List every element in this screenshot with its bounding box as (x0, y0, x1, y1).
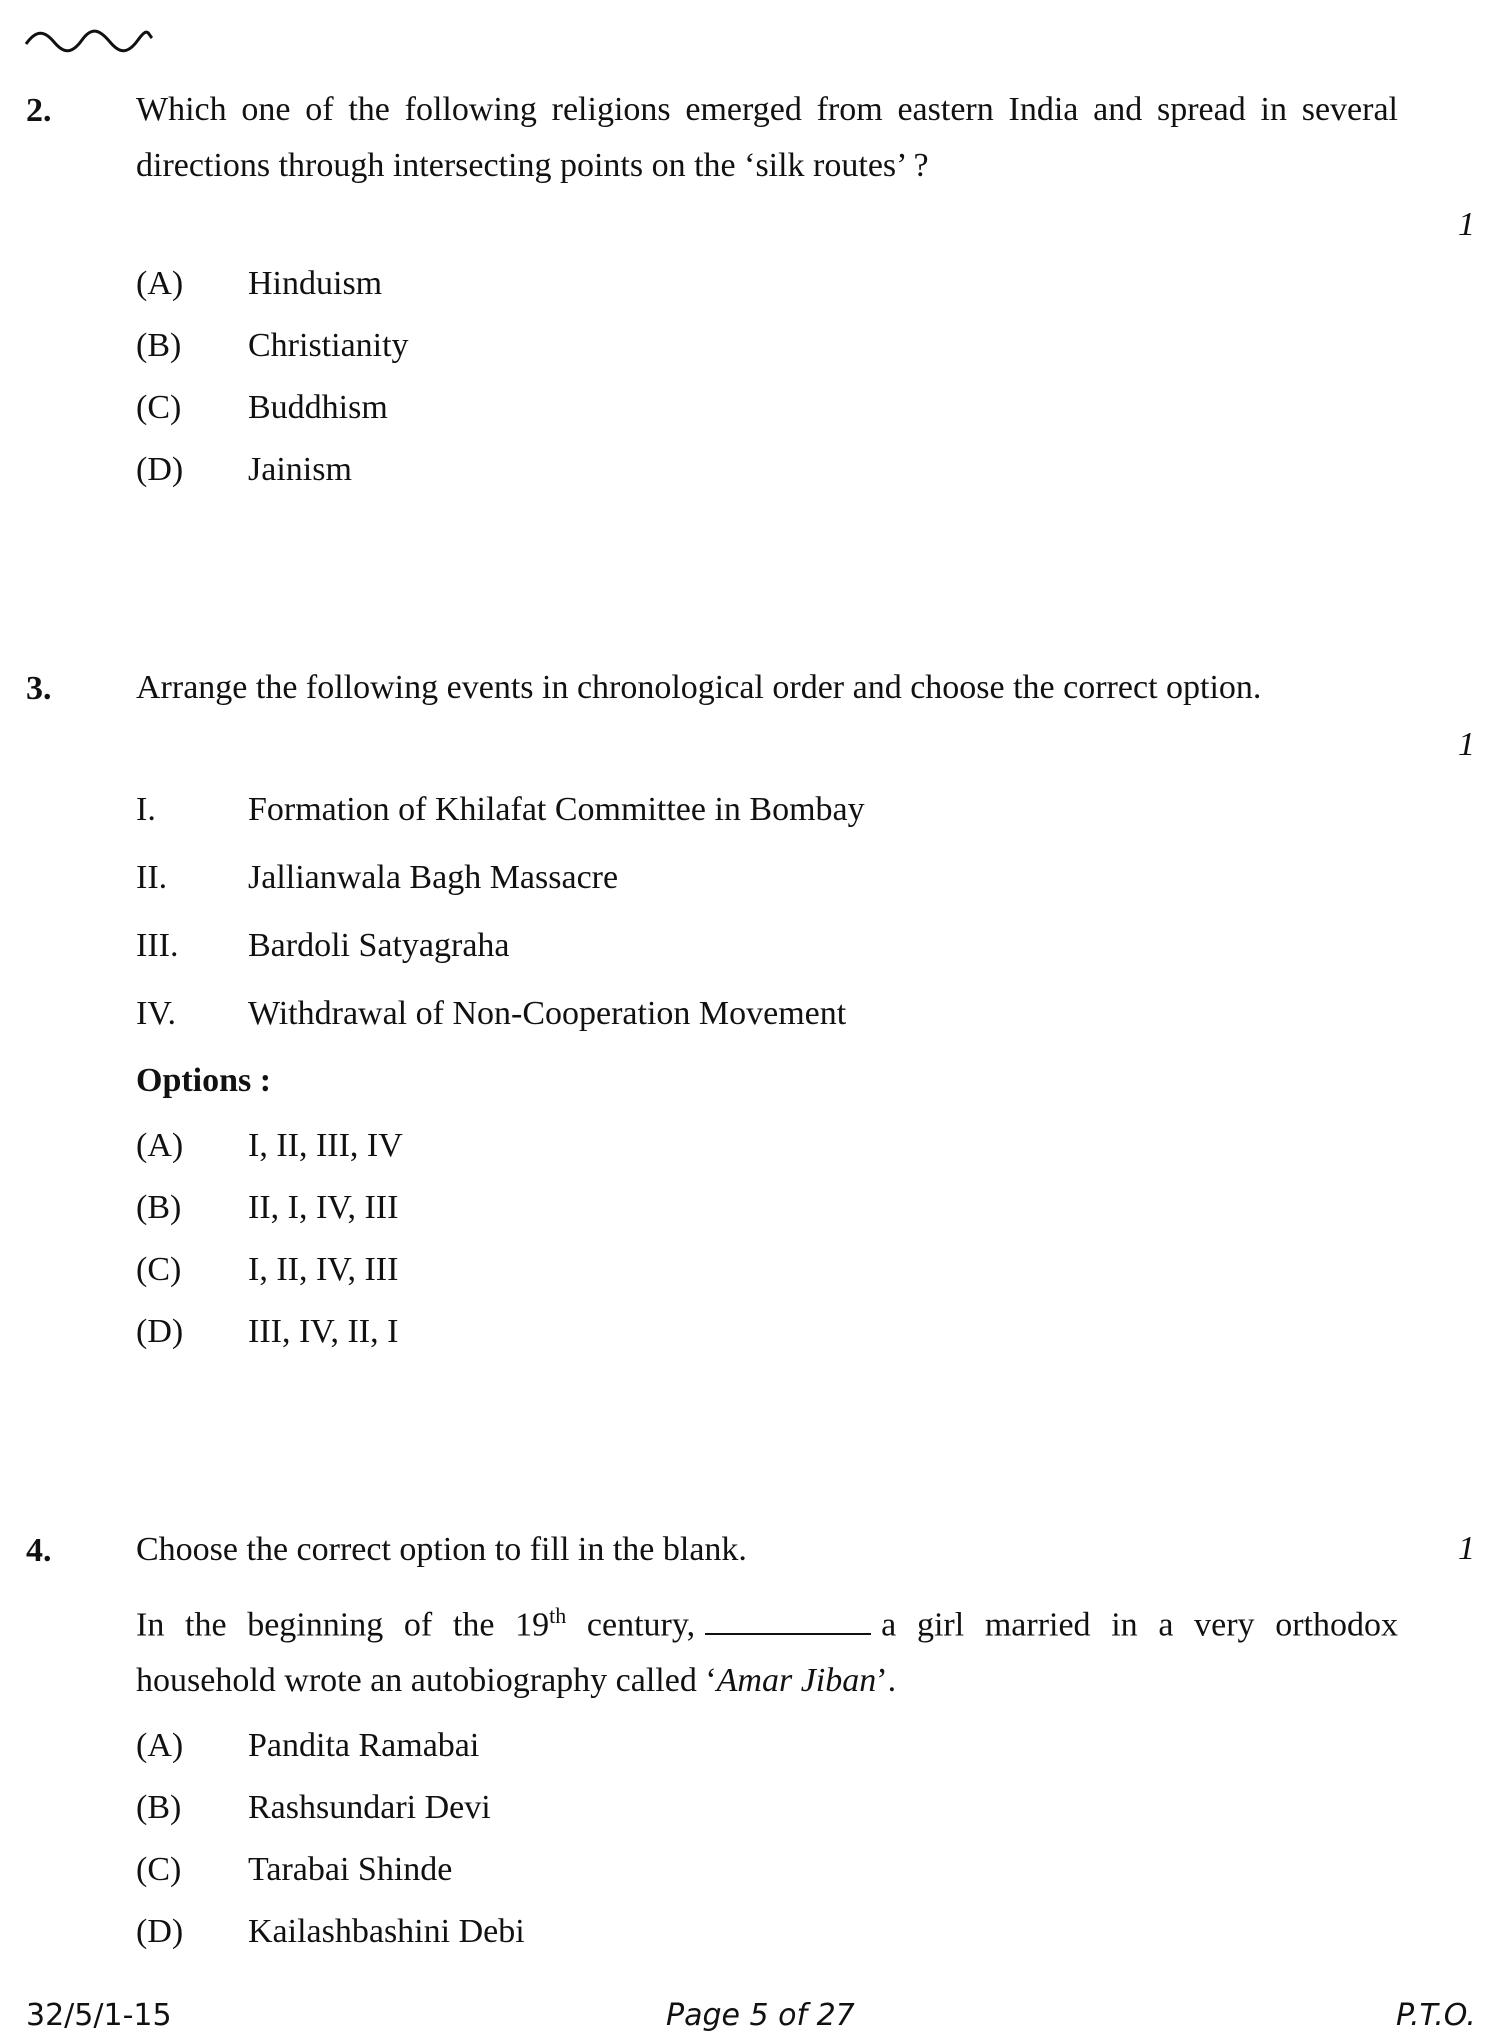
option-label: (A) (136, 1727, 184, 1764)
event-1 (136, 790, 865, 830)
option-c (136, 1250, 398, 1290)
option-a (136, 1726, 479, 1766)
question-text: Arrange the following events in chronological order and choose the correct option. (136, 669, 1262, 706)
option-text: Buddhism (248, 389, 388, 426)
event-4 (136, 994, 846, 1034)
option-text: Pandita Ramabai (248, 1727, 480, 1764)
book-title: Amar Jiban (716, 1662, 877, 1700)
option-a (136, 264, 382, 304)
option-c (136, 388, 388, 428)
question-text: Which one of the following religions emerged from eastern India and spread in several directions through intersecting points on the ‘silk routes’ ? (136, 91, 1398, 184)
option-label: (C) (136, 1851, 182, 1888)
option-label: (A) (136, 1127, 184, 1164)
sentence-part: century, (566, 1606, 696, 1644)
option-d (136, 1312, 398, 1352)
marks: 1 (1458, 206, 1475, 243)
marks: 1 (1458, 1530, 1475, 1567)
question-number: 2. (26, 92, 52, 129)
option-b (136, 1188, 398, 1228)
event-2 (136, 858, 618, 898)
event-label: III. (136, 927, 179, 964)
options-heading: Options : (136, 1062, 272, 1099)
option-label: (A) (136, 265, 184, 302)
option-text: Kailashbashini Debi (248, 1913, 525, 1950)
marks: 1 (1458, 726, 1475, 763)
option-label: (C) (136, 1251, 182, 1288)
option-text: Tarabai Shinde (248, 1851, 453, 1888)
superscript: th (549, 1603, 567, 1628)
wave-ornament-icon (24, 28, 154, 56)
option-label: (B) (136, 1789, 182, 1826)
paper-code: 32/5/1-15 (26, 1998, 172, 2033)
event-text: Bardoli Satyagraha (248, 927, 510, 964)
event-3 (136, 926, 510, 966)
option-label: (D) (136, 451, 184, 488)
option-text: II, I, IV, III (248, 1189, 399, 1226)
option-text: Christianity (248, 327, 409, 364)
option-a (136, 1126, 403, 1166)
option-d (136, 450, 352, 490)
sentence-part: a girl married in a very orthodox household wrote an autobiography called ‘ (136, 1606, 1399, 1700)
option-text: I, II, IV, III (248, 1251, 399, 1288)
sentence-part: In the beginning of the 19 (136, 1606, 550, 1644)
pto-label: P.T.O. (1396, 1998, 1476, 2033)
event-text: Jallianwala Bagh Massacre (248, 859, 619, 896)
event-label: I. (136, 791, 156, 828)
option-b (136, 326, 409, 366)
question-number: 4. (26, 1532, 52, 1569)
option-b (136, 1788, 491, 1828)
option-text: Hinduism (248, 265, 383, 302)
question-text: Choose the correct option to fill in the blank. (136, 1531, 747, 1568)
event-label: IV. (136, 995, 176, 1032)
option-text: Rashsundari Devi (248, 1789, 491, 1826)
option-label: (D) (136, 1913, 184, 1950)
option-label: (B) (136, 1189, 182, 1226)
event-text: Formation of Khilafat Committee in Bombay (248, 791, 865, 828)
option-c (136, 1850, 452, 1890)
option-d (136, 1912, 525, 1952)
option-text: Jainism (248, 451, 352, 488)
option-text: I, II, III, IV (248, 1127, 403, 1164)
event-label: II. (136, 859, 168, 896)
question-number: 3. (26, 670, 52, 707)
event-text: Withdrawal of Non-Cooperation Movement (248, 995, 847, 1032)
answer-blank (705, 1607, 871, 1635)
option-text: III, IV, II, I (248, 1313, 399, 1350)
option-label: (B) (136, 327, 182, 364)
fill-in-sentence (136, 1588, 1398, 1709)
option-label: (C) (136, 389, 182, 426)
sentence-part: ’. (876, 1662, 897, 1700)
page-number: Page 5 of 27 (666, 1998, 855, 2033)
option-label: (D) (136, 1313, 184, 1350)
